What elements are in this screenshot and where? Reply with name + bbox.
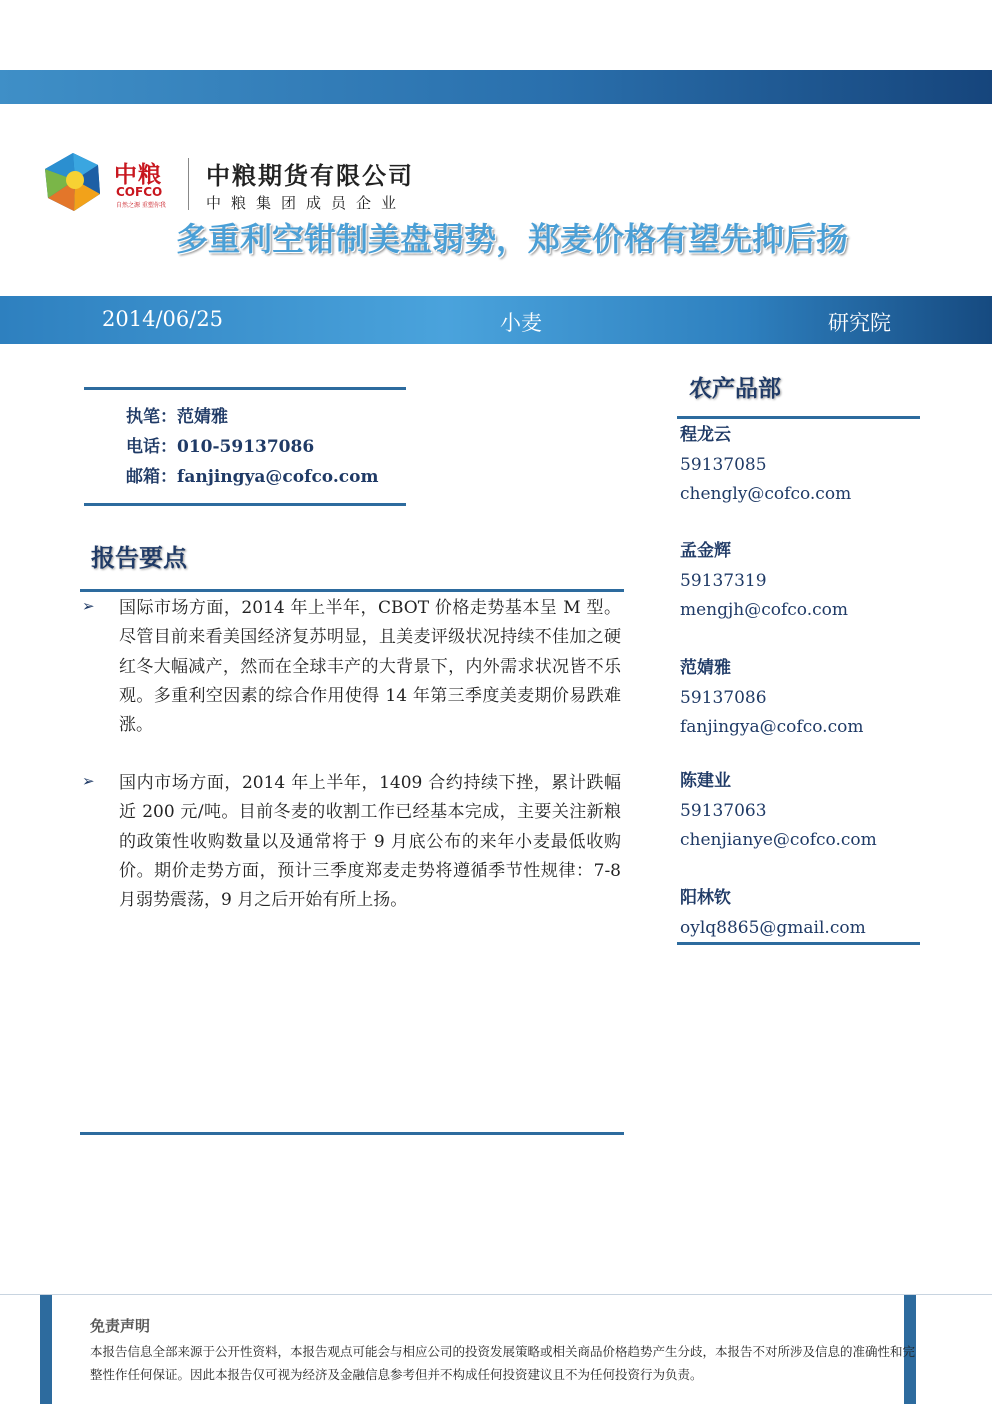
arrow-bullet-icon: ➢ [82,597,95,615]
report-title: 多重利空钳制美盘弱势，郑麦价格有望先抑后扬 [176,220,849,258]
department-title: 农产品部 [689,375,781,402]
summary-title: 报告要点 [91,543,187,572]
contact-name: 孟金辉 [680,541,731,561]
report-date: 2014/06/25 [102,307,224,331]
summary-top-rule [80,589,624,592]
author-email: 邮箱：fanjingya@cofco.com [126,467,379,487]
contact-card [680,767,920,856]
summary-item [80,594,624,740]
author-box [84,387,406,506]
contact-phone: 59137063 [680,800,767,821]
contact-email[interactable]: fanjingya@cofco.com [680,717,864,737]
contact-phone: 59137085 [680,454,767,475]
contact-card [680,654,920,743]
summary-item [80,769,624,915]
company-subtitle: 中粮集团成员企业 [206,194,407,212]
summary-paragraph: 国内市场方面，2014 年上半年，1409 合约持续下挫，累计跌幅近 200 元/吨。目前冬麦的收割工作已经基本完成，主要关注新粮的政策性收购数量以及通常将于 9 月底公布的来年小麦最低收购价。期价走势方面，预计三季度郑麦走势将遵循季节性规律：7-8 月弱势震荡，9 月之后开始有所上扬。 [119,773,621,911]
contact-email[interactable]: chenjianye@cofco.com [680,830,877,850]
info-band [0,296,992,344]
department-bottom-rule [677,942,920,945]
top-banner [0,70,992,104]
contact-card [680,537,920,626]
logo-divider [188,158,189,210]
contact-email[interactable]: chengly@cofco.com [680,484,852,504]
arrow-bullet-icon: ➢ [82,772,95,790]
logo-english-text: COFCO [116,185,163,199]
footer-left-bar [40,1295,52,1404]
author-phone: 电话：010-59137086 [126,437,315,457]
summary-paragraph: 国际市场方面，2014 年上半年，CBOT 价格走势基本呈 M 型。尽管目前来看美国经济复苏明显，且美麦评级状况持续不佳加之硬红冬大幅减产，然而在全球丰产的大背景下，内外需求状况皆不乐观。多重利空因素的综合作用使得 14 年第三季度美麦期价易跌难涨。 [119,598,621,736]
contact-name: 陈建业 [680,771,731,791]
contact-card [680,421,920,510]
contact-name: 阳林钦 [680,888,731,908]
department-top-rule [677,416,920,419]
logo-slogan: 自然之源 重塑你我 [116,202,166,209]
report-department: 研究院 [828,311,891,335]
contact-phone: 59137086 [680,687,767,708]
contact-phone: 59137319 [680,570,767,591]
author-writer: 执笔：范婧雅 [126,407,228,427]
company-name: 中粮期货有限公司 [206,162,414,190]
report-category: 小麦 [500,311,542,335]
contact-name: 程龙云 [680,425,731,445]
disclaimer-text: 本报告信息全部来源于公开性资料，本报告观点可能会与相应公司的投资发展策略或相关商品价格趋势产生分歧，本报告不对所涉及信息的准确性和完整性作任何保证。因此本报告仅可视为经济及金融信息参考但并不构成任何投资建议且不为任何投资行为负责。 [90,1344,916,1382]
cofco-logo-icon [40,150,106,214]
disclaimer-footer [0,1294,992,1404]
contact-name: 范婧雅 [680,658,731,678]
contact-card [680,884,920,943]
contact-email[interactable]: oylq8865@gmail.com [680,917,866,938]
disclaimer-title: 免责声明 [90,1317,151,1335]
contact-email[interactable]: mengjh@cofco.com [680,600,849,620]
summary-bottom-rule [80,1132,624,1135]
logo-chinese-text: 中粮 [114,162,162,188]
